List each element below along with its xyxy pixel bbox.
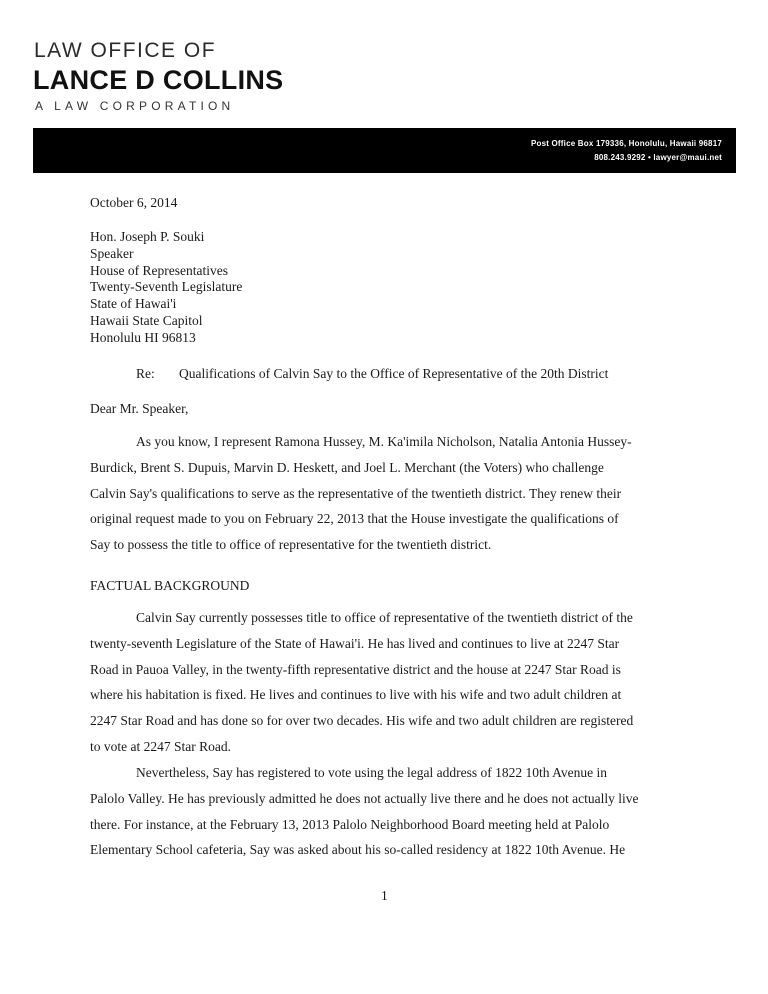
paragraph-line: where his habitation is fixed. He lives and continues to live with his wife and two adult children at xyxy=(90,687,622,703)
letterhead-law-office-of: LAW OFFICE OF xyxy=(34,39,217,62)
re-label: Re: xyxy=(136,366,155,381)
recipient-line: Hon. Joseph P. Souki xyxy=(90,229,205,244)
paragraph-intro xyxy=(90,429,676,558)
paragraph-line: original request made to you on February 22, 2013 that the House investigate the qualifications of xyxy=(90,511,619,527)
paragraph-line: Road in Pauoa Valley, in the twenty-fifth representative district and the house at 2247 Star Road is xyxy=(90,661,621,677)
paragraph-line: Palolo Valley. He has previously admitted he does not actually live there and he does not actually live xyxy=(90,790,639,806)
letterhead-firm-name: LANCE D COLLINS xyxy=(33,65,284,95)
recipient-line: House of Representatives xyxy=(90,262,228,278)
recipient-line: Twenty-Seventh Legislature xyxy=(90,279,243,295)
recipient-line: Speaker xyxy=(90,245,134,261)
salutation: Dear Mr. Speaker, xyxy=(90,401,189,416)
paragraph-line: Burdick, Brent S. Dupuis, Marvin D. Heskett, and Joel L. Merchant (the Voters) who challenge xyxy=(90,459,604,475)
paragraph-line: 2247 Star Road and has done so for over two decades. His wife and two adult children are registered xyxy=(90,713,634,729)
section-heading: FACTUAL BACKGROUND xyxy=(90,578,250,593)
letter-date: October 6, 2014 xyxy=(90,195,178,210)
paragraph-line: Calvin Say currently possesses title to office of representative of the twentieth district of the xyxy=(136,610,633,625)
paragraph-line: twenty-seventh Legislature of the State of Hawai'i. He has lived and continues to live at 2247 Star xyxy=(90,635,620,651)
paragraph-line: Say to possess the title to office of representative for the twentieth district. xyxy=(90,537,492,553)
recipient-line: Hawaii State Capitol xyxy=(90,312,203,328)
recipient-line: Honolulu HI 96813 xyxy=(90,329,196,345)
recipient-line: State of Hawai'i xyxy=(90,296,177,312)
recipient-address xyxy=(90,229,242,347)
letterhead-corporation: A LAW CORPORATION xyxy=(35,99,235,113)
paragraph-background xyxy=(90,605,676,760)
paragraph-line: to vote at 2247 Star Road. xyxy=(90,738,231,754)
paragraph-line: As you know, I represent Ramona Hussey, M. Ka'imila Nicholson, Natalia Antonia Hussey- xyxy=(136,434,632,449)
paragraph-line: Elementary School cafeteria, Say was asked about his so-called residency at 1822 10th Avenue. He xyxy=(90,842,626,858)
paragraph-line: Nevertheless, Say has registered to vote using the legal address of 1822 10th Avenue in xyxy=(136,765,608,780)
letterhead-address: Post Office Box 179336, Honolulu, Hawaii 96817 xyxy=(530,139,722,148)
paragraph-line: there. For instance, at the February 13, 2013 Palolo Neighborhood Board meeting held at Palolo xyxy=(90,816,610,832)
paragraph-line: Calvin Say's qualifications to serve as the representative of the twentieth district. They renew their xyxy=(90,485,622,501)
page-number: 1 xyxy=(381,888,388,903)
paragraph-nevertheless xyxy=(90,760,676,863)
letterhead-contact-bar xyxy=(33,128,736,173)
re-subject: Qualifications of Calvin Say to the Office of Representative of the 20th District xyxy=(179,366,609,381)
letterhead-contact: 808.243.9292 • lawyer@maui.net xyxy=(594,153,722,162)
